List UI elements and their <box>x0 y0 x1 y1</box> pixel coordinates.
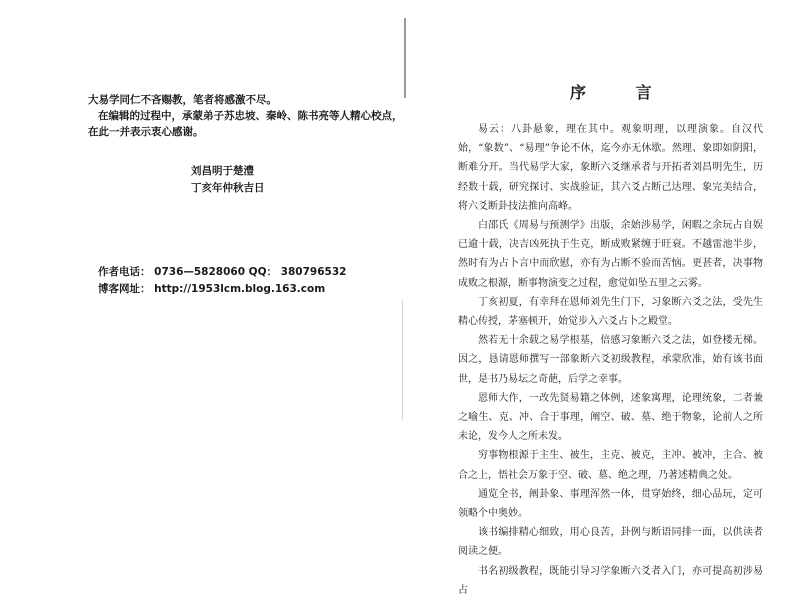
text-line: 在编辑的过程中，承蒙弟子苏忠坡、秦岭、陈书亮等人精心校点， <box>98 110 403 122</box>
left-page <box>0 0 403 561</box>
signature-date: 丁亥年仲秋吉日 <box>191 182 265 194</box>
page-gutter <box>404 18 406 98</box>
paragraph: 书名初级教程，既能引导习学象断六爻者入门，亦可提高初涉易占 <box>458 565 763 596</box>
paragraph: 然若无十余载之易学根基，倍感习象断六爻之法，如登楼无梯。因之，恳请恩师撰写一部象断六爻初级教程，承蒙欣准，始有该书面世，是书乃易坛之奇葩，后学之幸事。 <box>458 335 763 385</box>
paragraph: 白邵氏《周易与预测学》出版，余始涉易学，闲暇之余玩占自娱已逾十载，决吉凶死执于生克，断成败紧缠于旺衰。不越雷池半步，然时有为占卜言中而欣慰，亦有为占断不验而苦恼。更甚者，决事物成败之根源，断事物演变之过程，愈觉如坠五里之云雾。 <box>458 220 763 289</box>
author-phone: 作者电话： 0736—5828060 QQ： 380796532 <box>98 266 347 278</box>
paragraph: 恩师大作，一改先贤易籍之体例，述象寓理，论理统象，二者兼之喻生、克、冲、合于事理，阐空、破、墓、绝于物象，论前人之所未论，发今人之所未发。 <box>458 392 763 443</box>
preface-body <box>458 120 763 600</box>
paragraph: 易云：八卦悬象，理在其中。观象明理，以理演象。自汉代始，“象数”、“易理”争论不休，迄今亦无休歇。然理、象即如阴阳，断难分开。当代易学大家，象断六爻继承者与开拓者刘昌明先生，历经数十载，研究探讨、实战验证，其六爻占断己达理、象完美结合，将六爻断卦技法推向高峰。 <box>458 124 763 212</box>
text-line: 在此一并表示衷心感谢。 <box>88 126 204 138</box>
paragraph: 通览全书，阐卦象、事理浑然一体，贯穿始终，细心品玩，定可领略个中奥妙。 <box>458 488 763 520</box>
right-page <box>408 0 793 596</box>
paragraph: 该书编排精心细致，用心良苦，卦例与断语同排一面，以供读者阅读之便。 <box>458 527 763 558</box>
paragraph: 穷事物根源于主生、被生，主克、被克，主冲、被冲，主合、被合之上，悟社会万象于空、破、墓、绝之理，乃著述精典之处。 <box>458 450 763 481</box>
page-gutter-shadow <box>402 300 403 420</box>
blog-url: 博客网址： http://1953lcm.blog.163.com <box>98 283 326 295</box>
page-title: 序 言 <box>570 83 674 102</box>
signature-name: 刘昌明于楚澧 <box>191 165 254 177</box>
paragraph: 丁亥初夏，有幸拜在恩师刘先生门下，习象断六爻之法，受先生精心传授，茅塞顿开，始觉步入六爻占卜之殿堂。 <box>458 296 763 328</box>
text-line: 大易学同仁不吝赐教，笔者将感激不尽。 <box>88 94 277 106</box>
